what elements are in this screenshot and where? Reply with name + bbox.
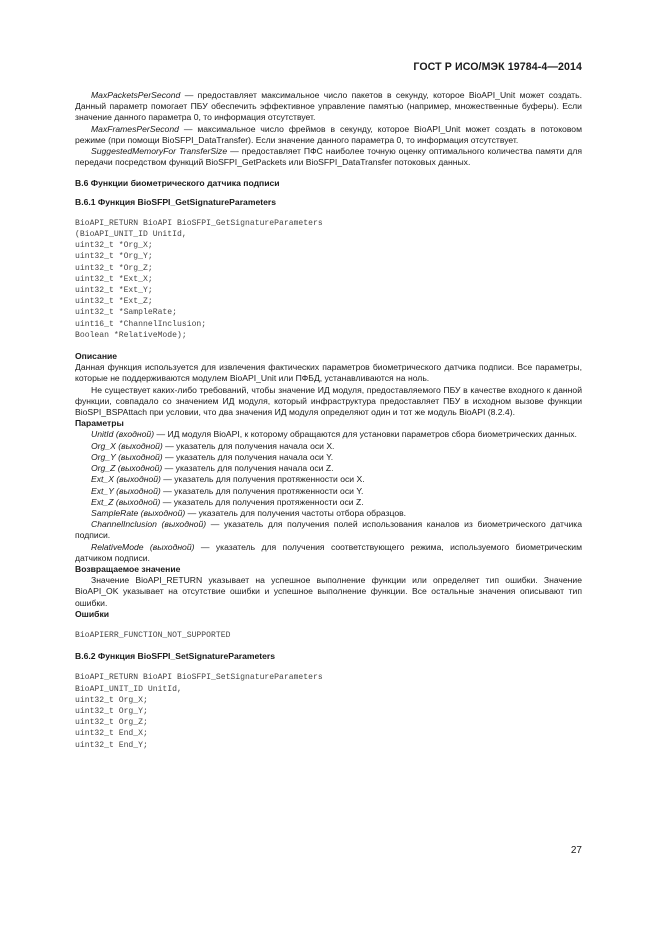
params-heading: Параметры: [75, 418, 124, 429]
code-line: BioAPI_RETURN BioAPI BioSFPI_SetSignatureParameters: [75, 673, 323, 683]
param-item: [75, 497, 582, 508]
code-line: uint32_t *Org_Z;: [75, 263, 153, 273]
error-code: BioAPIERR_FUNCTION_NOT_SUPPORTED: [75, 630, 231, 640]
description-paragraph: Данная функция используется для извлечения фактических параметров биометрического датчика подписи. Все параметры, которые не поддерживаются модулем BioAPI_Unit или ПФБД, устанавливаются на ноль.: [75, 362, 582, 384]
param-term: SampleRate (выходной): [91, 507, 186, 518]
param-term: Ext_Z (выходной): [91, 496, 161, 507]
term-text: — предоставляет ПФС наиболее точную оценку оптимального количества памяти для передачи посредством функций BioSFPI_GetPackets или BioSFPI_DataTransfer потоковых данных.: [75, 146, 582, 168]
code-line: uint32_t Org_Z;: [75, 718, 148, 728]
code-block-set: [75, 672, 582, 750]
param-text: — указатель для получения протяженности оси X.: [160, 474, 365, 485]
code-block-get: [75, 218, 582, 341]
code-line: uint32_t *Ext_Y;: [75, 286, 153, 296]
term-text: — максимальное число фреймов в секунду, которое BioAPI_Unit может создать в потоковом режиме (при помощи BioSFPI_DataTransfer). Если значение данного параметра 0, то информация отсутствует.: [75, 123, 582, 145]
intro-paragraph: [75, 146, 582, 168]
term: SuggestedMemoryFor TransferSize: [91, 146, 228, 157]
code-line: Boolean *RelativeMode);: [75, 330, 187, 340]
code-line: BioAPI_RETURN BioAPI BioSFPI_GetSignatureParameters: [75, 218, 323, 228]
intro-paragraph: [75, 90, 582, 124]
code-line: uint32_t End_X;: [75, 729, 148, 739]
param-text: — указатель для получения начала оси Z.: [162, 463, 334, 474]
page-content: [75, 90, 582, 751]
param-item: [75, 429, 582, 440]
term: MaxFramesPerSecond: [91, 123, 179, 134]
code-line: uint32_t *SampleRate;: [75, 308, 177, 318]
code-line: uint32_t Org_Y;: [75, 706, 148, 716]
code-line: uint32_t Org_X;: [75, 695, 148, 705]
param-term: Ext_Y (выходной): [91, 485, 161, 496]
param-term: ChannelInclusion (выходной): [91, 519, 207, 530]
param-term: UnitId (входной): [91, 429, 155, 440]
param-item: [75, 508, 582, 519]
param-text: — указатель для получения протяженности оси Y.: [160, 485, 364, 496]
term-text: — предоставляет максимальное число пакетов в секунду, которое BioAPI_Unit может создать. Данный параметр помогает ПБУ обеспечить эффективное управление памятью (например, множественные буферы). Если значение данного параметра 0, то информация отсутствует.: [75, 90, 582, 123]
description-paragraph: Не существует каких-либо требований, чтобы значение ИД модуля, предоставляемого ПБУ в качестве входного к данной функции, совпадало со значением ИД модуля, который инфраструктура предоставляет ПБУ в исходном вызове функции BioSPI_BSPAttach при условии, что два значения ИД модуля определяют один и тот же модуль BioAPI (8.2.4).: [75, 384, 582, 418]
param-text: — указатель для получения соответствующего режима, используемого биометрическим датчиком подписи.: [75, 541, 583, 563]
param-term: Org_X (выходной): [91, 440, 163, 451]
intro-paragraph: [75, 124, 582, 146]
param-text: — ИД модуля BioAPI, к которому обращаются для установки параметров сбора биометрических данных.: [154, 429, 577, 440]
param-text: — указатель для получения полей использования каналов из биометрического датчика подписи.: [75, 519, 582, 541]
param-term: Ext_X (выходной): [91, 474, 161, 485]
param-text: — указатель для получения частоты отбора образцов.: [185, 507, 407, 518]
term: MaxPacketsPerSecond: [91, 90, 181, 100]
code-line: uint32_t *Org_X;: [75, 241, 153, 251]
param-item: [75, 542, 582, 564]
param-item: [75, 486, 582, 497]
code-line: (BioAPI_UNIT_ID UnitId,: [75, 230, 187, 240]
return-paragraph: Значение BioAPI_RETURN указывает на успешное выполнение функции или определяет тип ошибки. Значение BioAPI_OK указывает на отсутствие ошибки и успешное выполнение функции. Все остальные значения описывают тип ошибки.: [75, 575, 582, 608]
section-heading-b6: В.6 Функции биометрического датчика подписи: [75, 178, 280, 189]
param-item: [75, 463, 582, 474]
code-line: uint32_t *Ext_X;: [75, 274, 153, 284]
code-line: uint32_t End_Y;: [75, 740, 148, 750]
page-number: 27: [570, 845, 582, 856]
param-item: [75, 452, 582, 463]
errors-heading: Ошибки: [75, 608, 110, 619]
param-term: RelativeMode (выходной): [91, 541, 195, 552]
param-item: [75, 474, 582, 485]
return-heading: Возвращаемое значение: [75, 563, 181, 574]
param-term: Org_Z (выходной): [91, 463, 163, 474]
param-item: [75, 441, 582, 452]
code-line: uint16_t *ChannelInclusion;: [75, 319, 207, 329]
param-term: Org_Y (выходной): [91, 451, 163, 462]
code-line: uint32_t *Org_Y;: [75, 252, 153, 262]
page-header: ГОСТ Р ИСО/МЭК 19784-4—2014: [413, 61, 582, 73]
code-line: uint32_t *Ext_Z;: [75, 297, 153, 307]
section-heading-b62: В.6.2 Функция BioSFPI_SetSignatureParameters: [75, 651, 276, 662]
description-heading: Описание: [75, 351, 118, 362]
param-text: — указатель для получения начала оси Y.: [162, 451, 334, 462]
param-text: — указатель для получения начала оси X.: [162, 440, 335, 451]
code-line: BioAPI_UNIT_ID UnitId,: [75, 684, 182, 694]
param-text: — указатель для получения протяженности оси Z.: [160, 496, 364, 507]
param-item: [75, 519, 582, 541]
section-heading-b61: В.6.1 Функция BioSFPI_GetSignatureParameters: [75, 196, 277, 207]
